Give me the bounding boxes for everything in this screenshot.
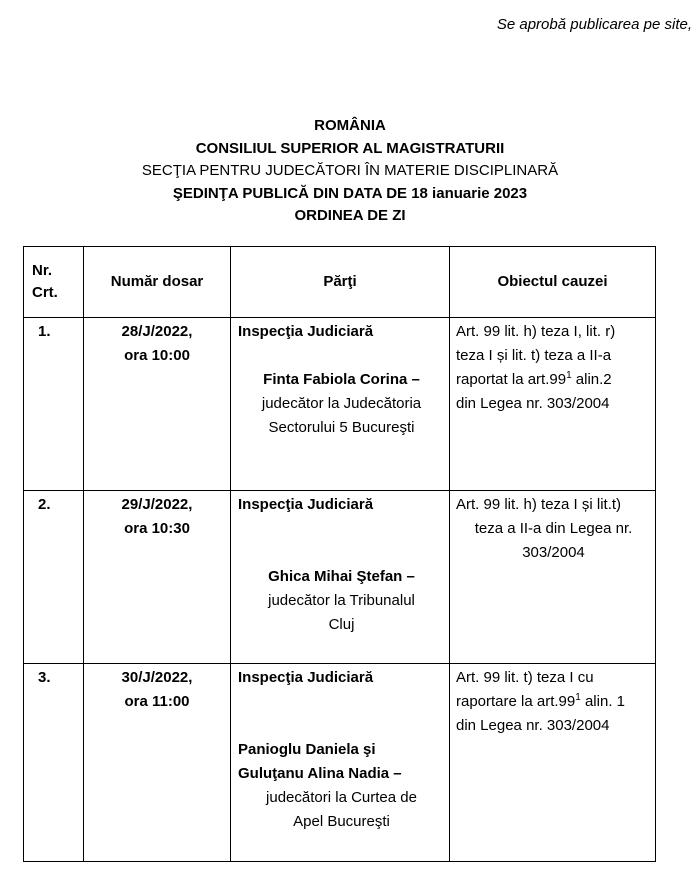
session-title: ŞEDINŢA PUBLICĂ DIN DATA DE 18 ianuarie 2023	[172, 184, 528, 202]
party-name: Finta Fabiola Corina –	[263, 371, 420, 388]
case-object: Art. 99 lit. t) teza I cu raportare la $art.99^1$ alin. 1 din Legea nr. 303/2004	[450, 664, 656, 862]
approval-note: Se aprobă publicarea pe site,	[496, 16, 692, 33]
row-number: 1.	[24, 318, 84, 491]
agenda-table	[23, 246, 656, 862]
case-number: 29/J/2022, ora 10:30	[84, 491, 231, 664]
case-number: 30/J/2022, ora 11:00	[84, 664, 231, 862]
header-parti: Părţi	[231, 247, 450, 318]
table-row	[24, 664, 656, 862]
case-object: Art. 99 lit. h) teza I și lit.t) teza a II-a din Legea nr. 303/2004	[450, 491, 656, 664]
parties: Inspecţia Judiciară Finta Fabiola Corina – judecător la Judecătoria Sectorului 5 Bucureşti	[231, 318, 450, 491]
table-row	[24, 318, 656, 491]
document-header	[0, 115, 700, 228]
header-obiect: Obiectul cauzei	[450, 247, 656, 318]
parties: Inspecţia Judiciară Ghica Mihai Ştefan – judecător la Tribunalul Cluj	[231, 491, 450, 664]
party-inspectia: Inspecţia Judiciară	[238, 669, 374, 686]
header-dosar: Număr dosar	[84, 247, 231, 318]
party-inspectia: Inspecţia Judiciară	[238, 496, 374, 513]
agenda-title: ORDINEA DE ZI	[294, 207, 406, 224]
country-title: ROMÂNIA	[314, 117, 386, 134]
table-row	[24, 491, 656, 664]
header-nr: Nr. Crt.	[24, 247, 84, 318]
party-name: Panioglu Daniela şi	[238, 741, 376, 758]
case-number: 28/J/2022, ora 10:00	[84, 318, 231, 491]
party-inspectia: Inspecţia Judiciară	[238, 323, 374, 340]
row-number: 3.	[24, 664, 84, 862]
party-name: Ghica Mihai Ştefan –	[268, 568, 415, 585]
table-header-row	[24, 247, 656, 318]
case-object: Art. 99 lit. h) teza I, lit. r) teza I și lit. t) teza a II-a raportat la $art.99^1$ alin.2 din Legea nr. 303/2004	[450, 318, 656, 491]
row-number: 2.	[24, 491, 84, 664]
party-name: Guluţanu Alina Nadia –	[238, 765, 402, 782]
council-title: CONSILIUL SUPERIOR AL MAGISTRATURII	[195, 139, 505, 157]
section-title: SECŢIA PENTRU JUDECĂTORI ÎN MATERIE DISCIPLINARĂ	[141, 162, 559, 179]
parties: Inspecţia Judiciară Panioglu Daniela şi Guluţanu Alina Nadia – judecători la Curtea de Apel Bucureşti	[231, 664, 450, 862]
